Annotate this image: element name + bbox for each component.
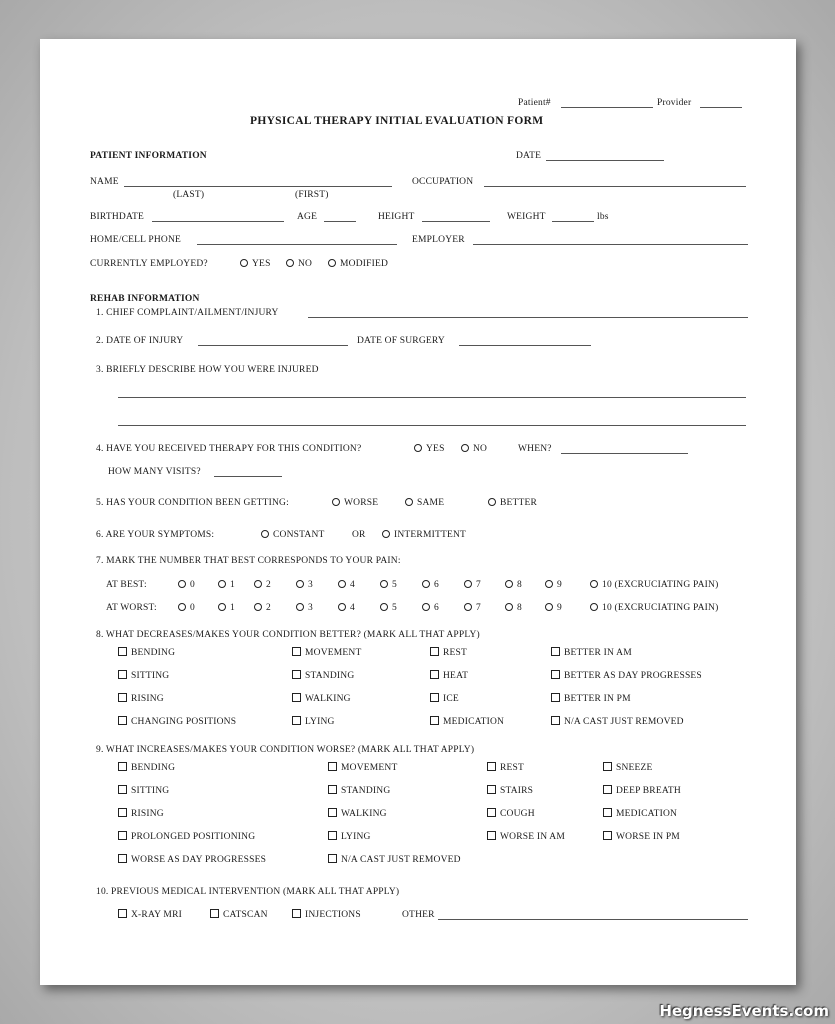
- patient-info-heading: PATIENT INFORMATION: [90, 151, 207, 161]
- checkbox-icon: [603, 808, 612, 817]
- q9-option[interactable]: COUGH: [487, 808, 535, 820]
- q9-option[interactable]: DEEP BREATH: [603, 785, 681, 797]
- radio-icon: [254, 603, 262, 611]
- q8-option[interactable]: REST: [430, 647, 467, 659]
- pain-best-label: AT BEST:: [106, 580, 147, 590]
- employed-label: CURRENTLY EMPLOYED?: [90, 259, 208, 269]
- pain-worst-option[interactable]: 7: [464, 602, 481, 614]
- radio-icon: [545, 603, 553, 611]
- watermark: HegnessEvents.com: [659, 1002, 829, 1020]
- radio-icon: [422, 580, 430, 588]
- employed-no-option[interactable]: NO: [286, 258, 312, 270]
- q9-option[interactable]: MEDICATION: [603, 808, 677, 820]
- pain-best-option[interactable]: 10 (EXCRUCIATING PAIN): [590, 579, 718, 591]
- radio-icon: [590, 580, 598, 588]
- pain-worst-label: AT WORST:: [106, 603, 157, 613]
- pain-worst-option[interactable]: 0: [178, 602, 195, 614]
- birthdate-label: BIRTHDATE: [90, 212, 145, 222]
- q9-option[interactable]: N/A CAST JUST REMOVED: [328, 854, 461, 866]
- pain-best-option[interactable]: 1: [218, 579, 235, 591]
- visits-field[interactable]: [214, 476, 282, 477]
- name-label: NAME: [90, 177, 119, 187]
- checkbox-icon: [292, 693, 301, 702]
- condition-same-option[interactable]: SAME: [405, 497, 444, 509]
- q8-option[interactable]: BETTER AS DAY PROGRESSES: [551, 670, 702, 682]
- pain-worst-option[interactable]: 3: [296, 602, 313, 614]
- q8-option[interactable]: HEAT: [430, 670, 468, 682]
- pain-worst-option[interactable]: 4: [338, 602, 355, 614]
- q5-label: 5. HAS YOUR CONDITION BEEN GETTING:: [96, 498, 289, 508]
- rehab-info-heading: REHAB INFORMATION: [90, 294, 200, 304]
- radio-icon: [464, 580, 472, 588]
- pain-worst-option[interactable]: 10 (EXCRUCIATING PAIN): [590, 602, 718, 614]
- height-field[interactable]: [422, 221, 490, 222]
- checkbox-icon: [210, 909, 219, 918]
- surgery-date-label: DATE OF SURGERY: [357, 336, 445, 346]
- q9-option[interactable]: REST: [487, 762, 524, 774]
- pain-best-option[interactable]: 0: [178, 579, 195, 591]
- radio-icon: [590, 603, 598, 611]
- q8-option[interactable]: BENDING: [118, 647, 175, 659]
- radio-icon: [178, 603, 186, 611]
- radio-icon: [380, 603, 388, 611]
- pain-best-option[interactable]: 2: [254, 579, 271, 591]
- checkbox-icon: [487, 831, 496, 840]
- q2-label: 2. DATE OF INJURY: [96, 336, 184, 346]
- checkbox-icon: [118, 762, 127, 771]
- q8-option[interactable]: BETTER IN PM: [551, 693, 631, 705]
- q8-option[interactable]: RISING: [118, 693, 164, 705]
- radio-icon: [218, 603, 226, 611]
- pain-best-option[interactable]: 8: [505, 579, 522, 591]
- other-field[interactable]: [438, 919, 748, 920]
- q9-option[interactable]: BENDING: [118, 762, 175, 774]
- therapy-no-option[interactable]: NO: [461, 443, 487, 455]
- radio-icon: [464, 603, 472, 611]
- checkbox-icon: [328, 831, 337, 840]
- height-label: HEIGHT: [378, 212, 415, 222]
- provider-label: Provider: [657, 98, 692, 108]
- radio-icon: [338, 580, 346, 588]
- radio-icon: [405, 498, 413, 506]
- q8-option[interactable]: STANDING: [292, 670, 354, 682]
- radio-icon: [286, 259, 294, 267]
- checkbox-icon: [118, 647, 127, 656]
- checkbox-icon: [118, 909, 127, 918]
- checkbox-icon: [328, 785, 337, 794]
- date-field[interactable]: [546, 160, 664, 161]
- q9-option[interactable]: STAIRS: [487, 785, 533, 797]
- radio-icon: [380, 580, 388, 588]
- pain-worst-option[interactable]: 8: [505, 602, 522, 614]
- checkbox-icon: [487, 808, 496, 817]
- radio-icon: [414, 444, 422, 452]
- intervention-injections-option[interactable]: INJECTIONS: [292, 909, 361, 921]
- employed-modified-option[interactable]: MODIFIED: [328, 258, 388, 270]
- q8-option[interactable]: SITTING: [118, 670, 169, 682]
- condition-worse-option[interactable]: WORSE: [332, 497, 378, 509]
- q4-label: 4. HAVE YOU RECEIVED THERAPY FOR THIS CONDITION?: [96, 444, 362, 454]
- q3-label: 3. BRIEFLY DESCRIBE HOW YOU WERE INJURED: [96, 365, 319, 375]
- lbs-label: lbs: [597, 212, 609, 222]
- symptoms-constant-option[interactable]: CONSTANT: [261, 529, 325, 541]
- q9-option[interactable]: WORSE AS DAY PROGRESSES: [118, 854, 266, 866]
- age-label: AGE: [297, 212, 318, 222]
- radio-icon: [338, 603, 346, 611]
- radio-icon: [254, 580, 262, 588]
- checkbox-icon: [487, 785, 496, 794]
- q8-option[interactable]: MEDICATION: [430, 716, 504, 728]
- pain-worst-option[interactable]: 1: [218, 602, 235, 614]
- form-page: [40, 39, 796, 985]
- q3-field-line-2[interactable]: [118, 425, 746, 426]
- symptoms-intermittent-option[interactable]: INTERMITTENT: [382, 529, 466, 541]
- checkbox-icon: [603, 785, 612, 794]
- q8-option[interactable]: BETTER IN AM: [551, 647, 632, 659]
- pain-best-option[interactable]: 4: [338, 579, 355, 591]
- injury-date-field[interactable]: [198, 345, 348, 346]
- pain-worst-option[interactable]: 2: [254, 602, 271, 614]
- name-field[interactable]: [124, 186, 392, 187]
- intervention-xray-mri-option[interactable]: X-RAY MRI: [118, 909, 182, 921]
- date-label: DATE: [516, 151, 542, 161]
- q3-field-line-1[interactable]: [118, 397, 746, 398]
- checkbox-icon: [551, 693, 560, 702]
- checkbox-icon: [118, 785, 127, 794]
- employed-yes-option[interactable]: YES: [240, 258, 271, 270]
- radio-icon: [422, 603, 430, 611]
- q9-option[interactable]: WALKING: [328, 808, 387, 820]
- q1-field[interactable]: [308, 317, 748, 318]
- weight-label: WEIGHT: [507, 212, 546, 222]
- pain-worst-option[interactable]: 5: [380, 602, 397, 614]
- weight-field[interactable]: [552, 221, 594, 222]
- q9-option[interactable]: MOVEMENT: [328, 762, 398, 774]
- when-field[interactable]: [561, 453, 688, 454]
- checkbox-icon: [430, 716, 439, 725]
- radio-icon: [461, 444, 469, 452]
- q9-option[interactable]: SITTING: [118, 785, 169, 797]
- checkbox-icon: [551, 647, 560, 656]
- q8-option[interactable]: WALKING: [292, 693, 351, 705]
- surgery-date-field[interactable]: [459, 345, 591, 346]
- age-field[interactable]: [324, 221, 356, 222]
- checkbox-icon: [430, 670, 439, 679]
- radio-icon: [296, 603, 304, 611]
- pain-best-option[interactable]: 9: [545, 579, 562, 591]
- q9-option[interactable]: RISING: [118, 808, 164, 820]
- radio-icon: [261, 530, 269, 538]
- pain-best-option[interactable]: 5: [380, 579, 397, 591]
- checkbox-icon: [292, 909, 301, 918]
- when-label: WHEN?: [518, 444, 552, 454]
- checkbox-icon: [118, 831, 127, 840]
- visits-label: HOW MANY VISITS?: [108, 467, 201, 477]
- checkbox-icon: [603, 831, 612, 840]
- q1-label: 1. CHIEF COMPLAINT/AILMENT/INJURY: [96, 308, 279, 318]
- q8-option[interactable]: N/A CAST JUST REMOVED: [551, 716, 684, 728]
- q10-label: 10. PREVIOUS MEDICAL INTERVENTION (MARK ALL THAT APPLY): [96, 887, 400, 897]
- radio-icon: [178, 580, 186, 588]
- or-label: OR: [352, 530, 366, 540]
- checkbox-icon: [118, 716, 127, 725]
- q8-option[interactable]: CHANGING POSITIONS: [118, 716, 236, 728]
- radio-icon: [505, 603, 513, 611]
- checkbox-icon: [118, 854, 127, 863]
- radio-icon: [328, 259, 336, 267]
- patient-number-label: Patient#: [518, 98, 551, 108]
- checkbox-icon: [603, 762, 612, 771]
- checkbox-icon: [430, 647, 439, 656]
- checkbox-icon: [328, 808, 337, 817]
- q8-label: 8. WHAT DECREASES/MAKES YOUR CONDITION BETTER? (MARK ALL THAT APPLY): [96, 630, 480, 640]
- pain-worst-option[interactable]: 9: [545, 602, 562, 614]
- intervention-catscan-option[interactable]: CATSCAN: [210, 909, 268, 921]
- occupation-label: OCCUPATION: [412, 177, 474, 187]
- condition-better-option[interactable]: BETTER: [488, 497, 537, 509]
- pain-best-option[interactable]: 7: [464, 579, 481, 591]
- patient-number-field[interactable]: [561, 107, 653, 108]
- checkbox-icon: [430, 693, 439, 702]
- q7-label: 7. MARK THE NUMBER THAT BEST CORRESPONDS TO YOUR PAIN:: [96, 556, 401, 566]
- q9-option[interactable]: WORSE IN AM: [487, 831, 565, 843]
- checkbox-icon: [328, 854, 337, 863]
- checkbox-icon: [551, 670, 560, 679]
- checkbox-icon: [487, 762, 496, 771]
- q9-option[interactable]: STANDING: [328, 785, 390, 797]
- phone-label: HOME/CELL PHONE: [90, 235, 182, 245]
- q6-label: 6. ARE YOUR SYMPTOMS:: [96, 530, 215, 540]
- birthdate-field[interactable]: [152, 221, 284, 222]
- pain-best-option[interactable]: 3: [296, 579, 313, 591]
- pain-best-option[interactable]: 6: [422, 579, 439, 591]
- therapy-yes-option[interactable]: YES: [414, 443, 445, 455]
- q8-option[interactable]: MOVEMENT: [292, 647, 362, 659]
- checkbox-icon: [292, 647, 301, 656]
- phone-field[interactable]: [197, 244, 397, 245]
- q9-option[interactable]: SNEEZE: [603, 762, 653, 774]
- provider-field[interactable]: [700, 107, 742, 108]
- radio-icon: [240, 259, 248, 267]
- pain-worst-option[interactable]: 6: [422, 602, 439, 614]
- form-title: PHYSICAL THERAPY INITIAL EVALUATION FORM: [250, 115, 544, 127]
- q9-option[interactable]: WORSE IN PM: [603, 831, 680, 843]
- first-name-caption: (FIRST): [295, 190, 329, 200]
- radio-icon: [296, 580, 304, 588]
- other-label: OTHER: [402, 910, 435, 920]
- occupation-field[interactable]: [484, 186, 746, 187]
- checkbox-icon: [118, 808, 127, 817]
- checkbox-icon: [118, 693, 127, 702]
- checkbox-icon: [551, 716, 560, 725]
- checkbox-icon: [292, 716, 301, 725]
- q9-option[interactable]: LYING: [328, 831, 371, 843]
- employer-label: EMPLOYER: [412, 235, 465, 245]
- radio-icon: [382, 530, 390, 538]
- radio-icon: [218, 580, 226, 588]
- q8-option[interactable]: LYING: [292, 716, 335, 728]
- radio-icon: [545, 580, 553, 588]
- checkbox-icon: [328, 762, 337, 771]
- employer-field[interactable]: [473, 244, 748, 245]
- q9-option[interactable]: PROLONGED POSITIONING: [118, 831, 255, 843]
- radio-icon: [488, 498, 496, 506]
- q9-label: 9. WHAT INCREASES/MAKES YOUR CONDITION WORSE? (MARK ALL THAT APPLY): [96, 745, 475, 755]
- radio-icon: [332, 498, 340, 506]
- checkbox-icon: [118, 670, 127, 679]
- last-name-caption: (LAST): [173, 190, 205, 200]
- q8-option[interactable]: ICE: [430, 693, 459, 705]
- checkbox-icon: [292, 670, 301, 679]
- radio-icon: [505, 580, 513, 588]
